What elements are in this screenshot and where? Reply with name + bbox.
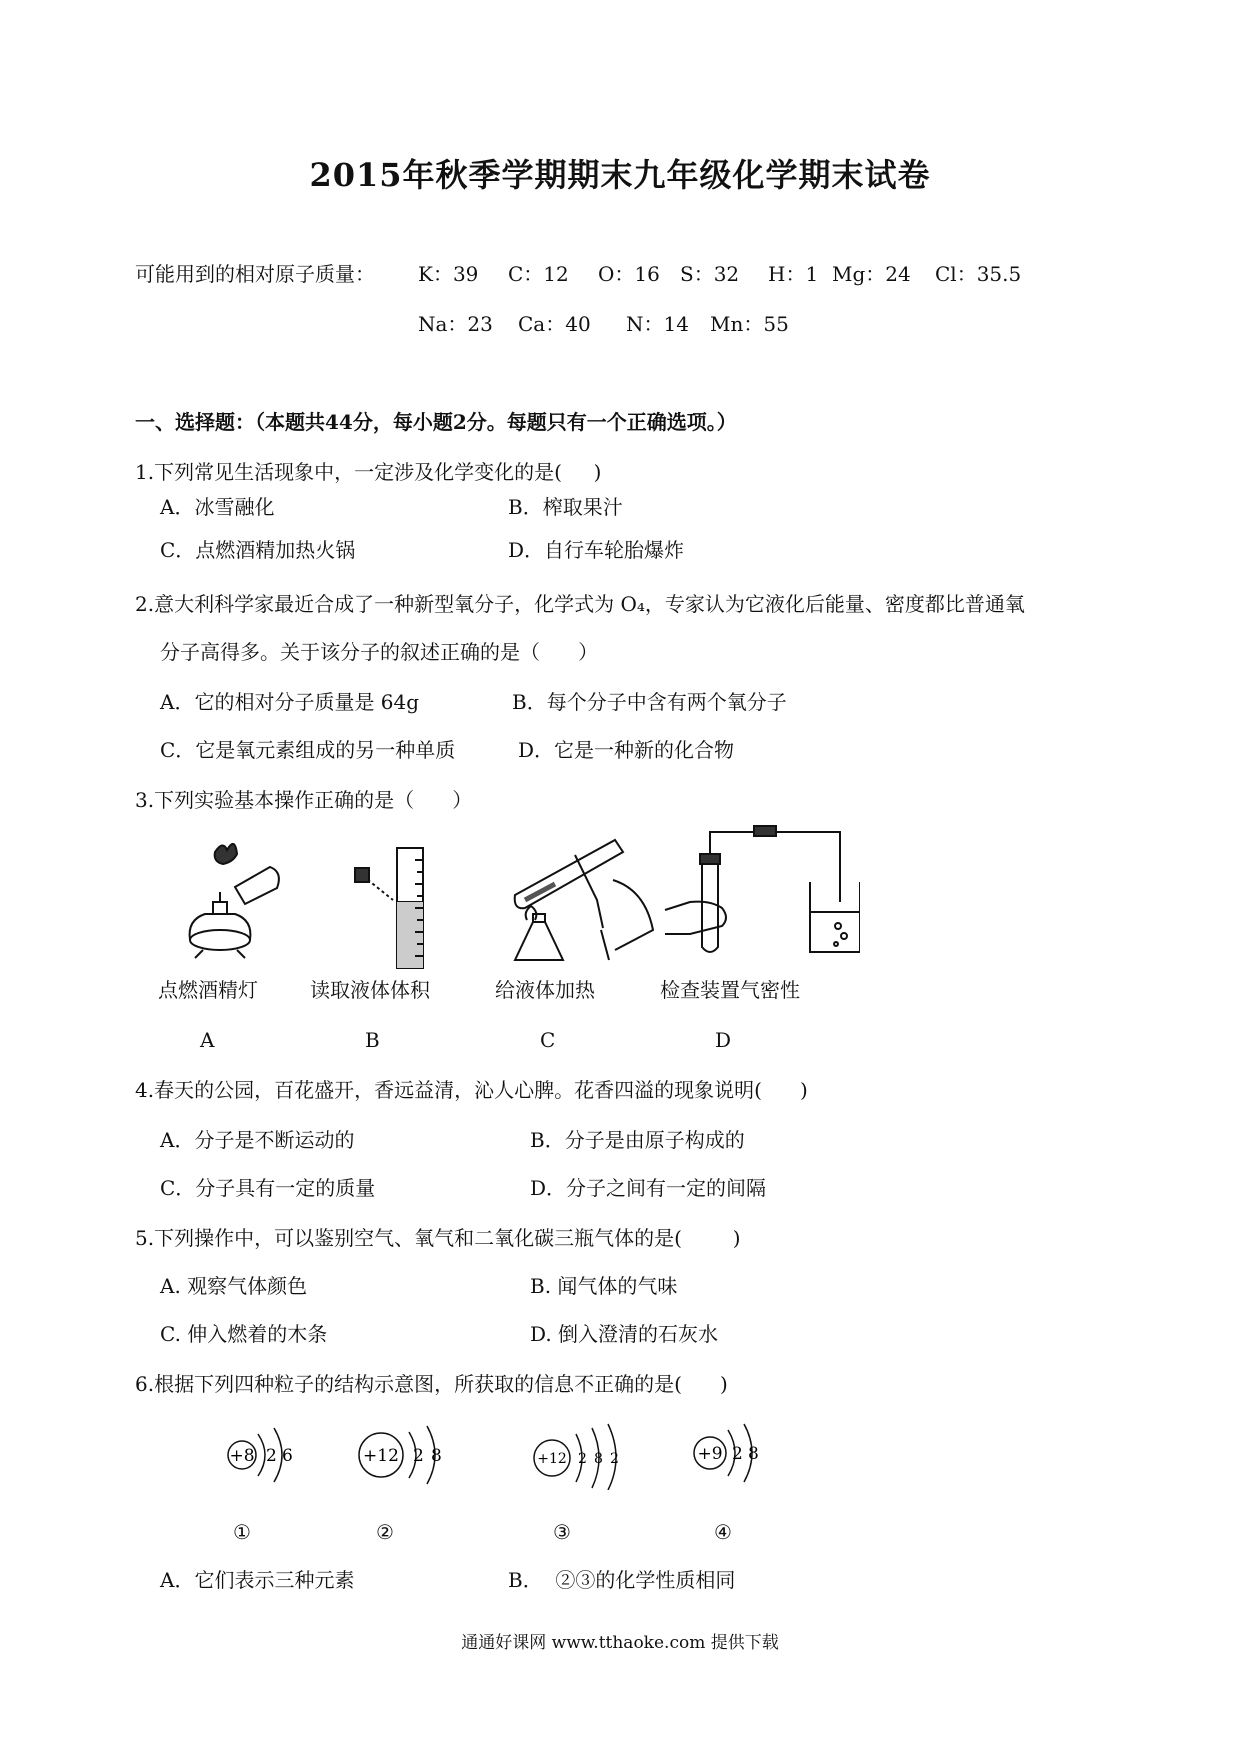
- q3-stem: 3.下列实验基本操作正确的是（ ）: [135, 788, 473, 812]
- atom-2-shell-1: 2: [413, 1446, 424, 1466]
- q5-option-b: B. 闻气体的气味: [530, 1274, 678, 1298]
- q1-option-b: B．榨取果汁: [508, 495, 623, 519]
- atom-3-shell-3: 2: [610, 1451, 619, 1467]
- q6-option-b: B． ②③的化学性质相同: [508, 1568, 736, 1592]
- atom-2-nucleus: +12: [363, 1446, 399, 1466]
- atom-label-2: ②: [376, 1520, 394, 1544]
- q4-option-d: D．分子之间有一定的间隔: [530, 1176, 767, 1200]
- q2-stem-line1: 2.意大利科学家最近合成了一种新型氧分子，化学式为 O₄，专家认为它液化后能量、密度都比普通氧: [135, 592, 1025, 616]
- atom-4-shell-2: 8: [748, 1444, 759, 1464]
- q1-option-a: A．冰雪融化: [160, 495, 275, 519]
- atom-4-nucleus: +9: [697, 1444, 723, 1464]
- atomic-mass-label: 可能用到的相对原子质量：: [135, 262, 375, 286]
- q1-stem: 1.下列常见生活现象中，一定涉及化学变化的是( ): [135, 460, 602, 484]
- q2-option-a: A．它的相对分子质量是 64g: [160, 690, 420, 714]
- alcohol-lamp-figure: [175, 832, 295, 962]
- q3-caption-a: 点燃酒精灯: [158, 978, 258, 1002]
- atom-diagram-2: [355, 1420, 465, 1490]
- airtightness-figure: [660, 822, 860, 962]
- graduated-cylinder-figure: [345, 840, 455, 970]
- q3-letter-d: D: [715, 1028, 732, 1052]
- q3-caption-b: 读取液体体积: [310, 978, 430, 1002]
- atomic-mass-c: C：12: [508, 262, 569, 286]
- atomic-mass-s: S：32: [680, 262, 740, 286]
- q4-option-b: B．分子是由原子构成的: [530, 1128, 745, 1152]
- q6-stem: 6.根据下列四种粒子的结构示意图，所获取的信息不正确的是( ): [135, 1372, 728, 1396]
- atom-label-4: ④: [714, 1520, 732, 1544]
- q5-option-d: D. 倒入澄清的石灰水: [530, 1322, 719, 1346]
- q3-caption-d: 检查装置气密性: [660, 978, 800, 1002]
- page-footer: 通通好课网 www.tthaoke.com 提供下载: [461, 1633, 779, 1653]
- q1-option-d: D．自行车轮胎爆炸: [508, 538, 685, 562]
- atomic-mass-mg: Mg：24: [832, 262, 911, 286]
- atom-diagram-1: [222, 1420, 312, 1490]
- atomic-mass-o: O：16: [598, 262, 660, 286]
- atom-3-nucleus: +12: [537, 1451, 567, 1467]
- atomic-mass-n: N：14: [626, 312, 689, 336]
- q4-option-c: C．分子具有一定的质量: [160, 1176, 376, 1200]
- q2-option-d: D．它是一种新的化合物: [518, 738, 735, 762]
- q5-option-a: A. 观察气体颜色: [160, 1274, 308, 1298]
- q2-option-c: C．它是氧元素组成的另一种单质: [160, 738, 456, 762]
- atom-label-1: ①: [233, 1520, 251, 1544]
- q2-option-b: B．每个分子中含有两个氧分子: [512, 690, 787, 714]
- atom-2-shell-2: 8: [431, 1446, 442, 1466]
- q3-letter-a: A: [200, 1028, 215, 1052]
- atom-diagram-4: [690, 1418, 790, 1488]
- atom-1-shell-1: 2: [266, 1446, 277, 1466]
- q1-option-c: C．点燃酒精加热火锅: [160, 538, 356, 562]
- q4-stem: 4.春天的公园，百花盛开，香远益清，沁人心脾。花香四溢的现象说明( ): [135, 1078, 808, 1102]
- q4-option-a: A．分子是不断运动的: [160, 1128, 355, 1152]
- atom-1-shell-2: 6: [282, 1446, 293, 1466]
- atomic-mass-h: H：1: [768, 262, 819, 286]
- q6-option-a: A．它们表示三种元素: [160, 1568, 355, 1592]
- atomic-mass-k: K：39: [418, 262, 479, 286]
- atom-4-shell-1: 2: [732, 1444, 743, 1464]
- atom-3-shell-2: 8: [594, 1451, 603, 1467]
- q3-letter-c: C: [540, 1028, 556, 1052]
- atom-1-nucleus: +8: [229, 1446, 255, 1466]
- q5-option-c: C. 伸入燃着的木条: [160, 1322, 328, 1346]
- atomic-mass-cl: Cl：35.5: [935, 262, 1022, 286]
- atom-3-shell-1: 2: [578, 1451, 587, 1467]
- section-heading: 一、选择题：（本题共44分，每小题2分。每题只有一个正确选项。）: [135, 410, 737, 434]
- atomic-mass-na: Na：23: [418, 312, 493, 336]
- heating-liquid-figure: [505, 820, 665, 970]
- atom-diagram-3: [530, 1420, 650, 1490]
- q5-stem: 5.下列操作中，可以鉴别空气、氧气和二氧化碳三瓶气体的是( ): [135, 1226, 741, 1250]
- atomic-mass-ca: Ca：40: [518, 312, 591, 336]
- atomic-mass-mn: Mn：55: [710, 312, 789, 336]
- q3-caption-c: 给液体加热: [495, 978, 595, 1002]
- page-title: 2015年秋季学期期末九年级化学期末试卷: [309, 156, 931, 194]
- atom-label-3: ③: [553, 1520, 571, 1544]
- q3-letter-b: B: [365, 1028, 380, 1052]
- q2-stem-line2: 分子高得多。关于该分子的叙述正确的是（ ）: [160, 640, 599, 664]
